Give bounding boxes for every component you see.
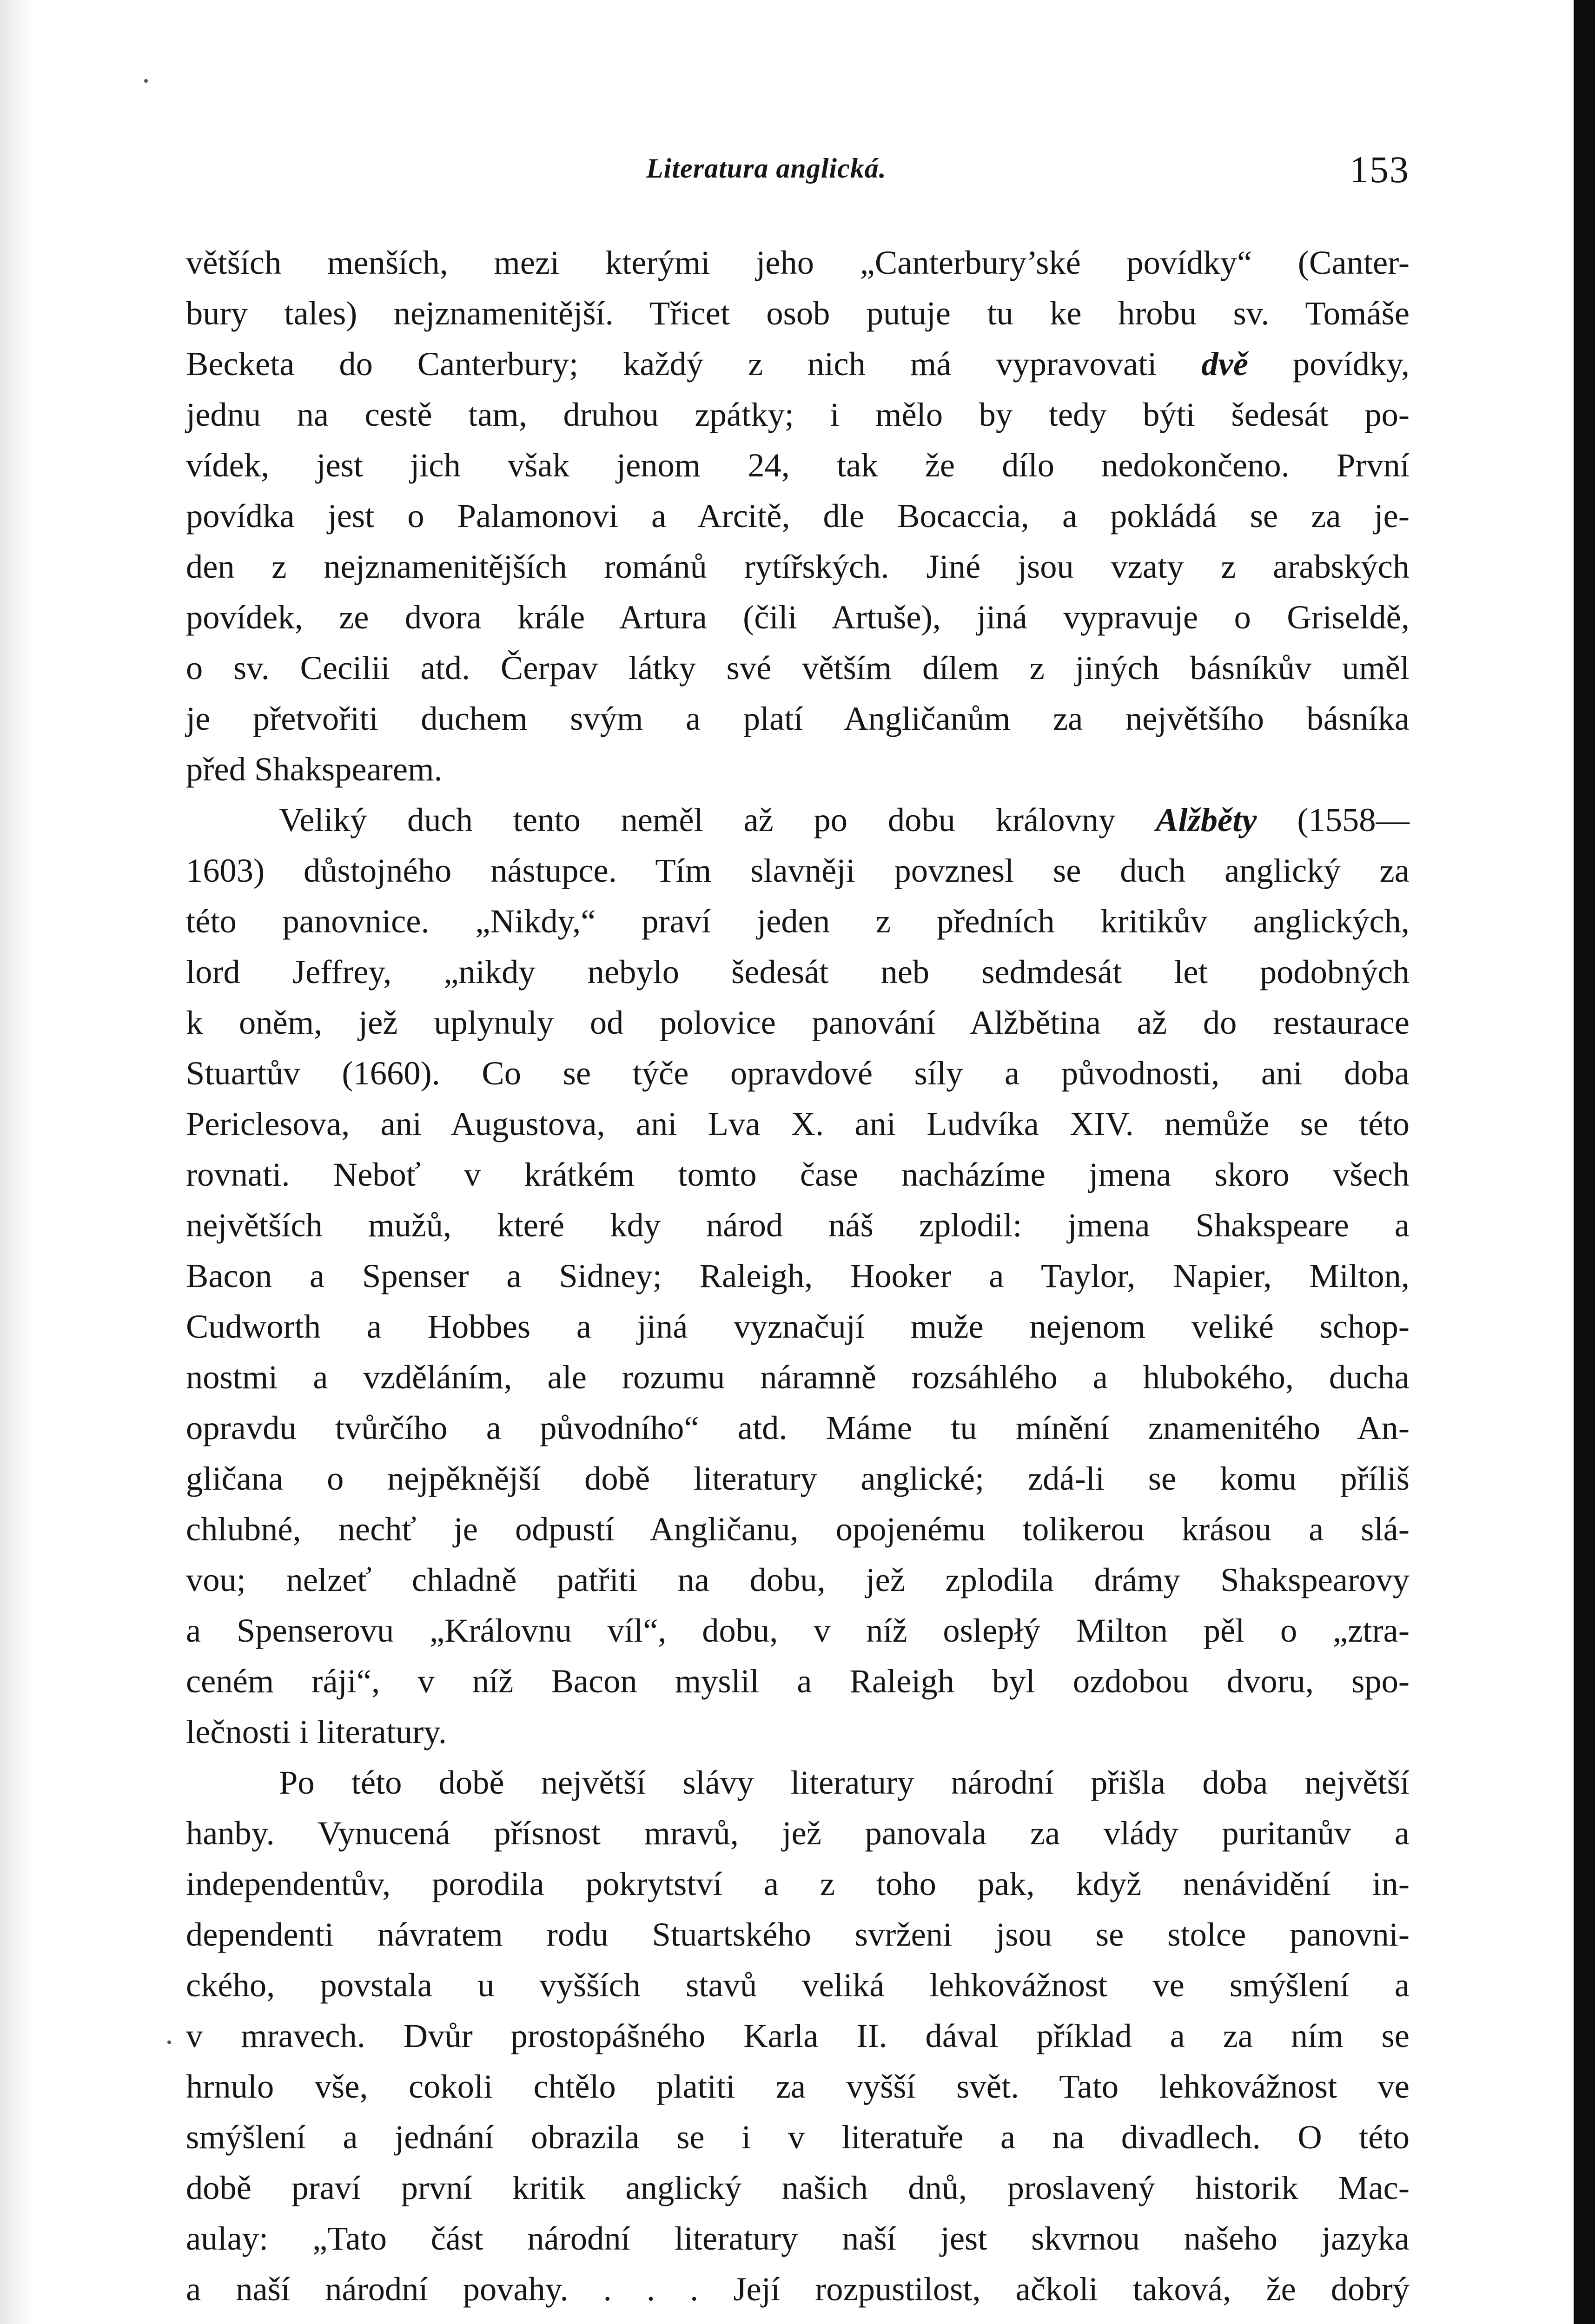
text-line <box>186 1402 1410 1453</box>
text-run: opravdu tvůrčího a původního“ atd. Máme tu mínění znamenitého An- <box>186 1409 1410 1446</box>
text-line <box>186 1554 1410 1605</box>
text-run: nostmi a vzděláním, ale rozumu náramně rozsáhlého a hlubokého, ducha <box>186 1358 1410 1396</box>
text-run: větších menších, mezi kterými jeho „Canterbury’ské povídky“ (Canter- <box>186 244 1410 281</box>
text-run: Bacon a Spenser a Sidney; Raleigh, Hooker a Taylor, Napier, Milton, <box>186 1257 1410 1294</box>
text-run: povídka jest o Palamonovi a Arcitě, dle Bocaccia, a pokládá se za je- <box>186 497 1410 535</box>
text-line <box>186 1250 1410 1301</box>
text-run: rovnati. Neboť v krátkém tomto čase nacházíme jmena skoro všech <box>186 1155 1410 1193</box>
text-run: v mravech. Dvůr prostopášného Karla II. dával příklad a za ním se <box>186 2017 1410 2054</box>
text-line <box>186 288 1410 338</box>
text-run: Periclesova, ani Augustova, ani Lva X. ani Ludvíka XIV. nemůže se této <box>186 1105 1410 1142</box>
text-run: ceném ráji“, v níž Bacon myslil a Raleigh byl ozdobou dvoru, spo- <box>186 1662 1410 1700</box>
text-line <box>186 642 1410 693</box>
text-run: před Shakspearem. <box>186 750 443 788</box>
text-run: hanby. Vynucená přísnost mravů, jež panovala za vlády puritanův a <box>186 1814 1410 1852</box>
text-run: (1558— <box>1257 801 1410 838</box>
text-line <box>186 389 1410 440</box>
text-line <box>186 490 1410 541</box>
text-run: chlubné, nechť je odpustí Angličanu, opojenému tolikerou krásou a slá- <box>186 1510 1410 1548</box>
text-line <box>186 338 1410 389</box>
text-line <box>186 1656 1410 1706</box>
text-line <box>186 2061 1410 2112</box>
emphasized-text: Alžběty <box>1156 801 1257 838</box>
text-run: Stuartův (1660). Co se týče opravdové síly a původnosti, ani doba <box>186 1054 1410 1092</box>
text-line <box>186 2213 1410 2264</box>
text-line <box>186 997 1410 1048</box>
text-run: a naší národní povahy. . . . Její rozpustilost, ačkoli taková, že dobrý <box>186 2270 1410 2308</box>
text-run: době praví první kritik anglický našich dnů, proslavený historik Mac- <box>186 2169 1410 2206</box>
text-run: k oněm, jež uplynuly od polovice panování Alžbětina až do restaurace <box>186 1004 1410 1041</box>
text-run: Po této době největší slávy literatury národní přišla doba největší <box>279 1763 1410 1801</box>
text-run: gličana o nejpěknější době literatury anglické; zdá-li se komu příliš <box>186 1459 1410 1497</box>
text-run: lečnosti i literatury. <box>186 1713 447 1750</box>
text-line <box>186 946 1410 997</box>
text-run: vou; nelzeť chladně patřiti na dobu, jež zplodila drámy Shakspearovy <box>186 1561 1410 1598</box>
text-line <box>186 1352 1410 1402</box>
scan-shadow-left <box>0 0 33 2324</box>
page-number: 153 <box>1350 148 1410 191</box>
text-line <box>186 2162 1410 2213</box>
text-line <box>186 2264 1410 2314</box>
page-header <box>186 148 1410 194</box>
text-run: aulay: „Tato část národní literatury naší jest skvrnou našeho jazyka <box>186 2219 1410 2257</box>
text-run: ckého, povstala u vyšších stavů veliká lehkovážnost ve smýšlení a <box>186 1966 1410 2004</box>
text-run: vídek, jest jich však jenom 24, tak že dílo nedokončeno. První <box>186 446 1410 484</box>
text-line <box>186 845 1410 896</box>
text-line <box>186 693 1410 744</box>
text-run: Becketa do Canterbury; každý z nich má vypravovati <box>186 345 1202 383</box>
text-run: povídek, ze dvora krále Artura (čili Artuše), jiná vypravuje o Griseldě, <box>186 598 1410 636</box>
text-line <box>186 592 1410 642</box>
text-line <box>186 440 1410 490</box>
text-line <box>186 2112 1410 2162</box>
running-title: Literatura anglická. <box>646 153 887 184</box>
text-line <box>186 1757 1410 1808</box>
text-run: independentův, porodila pokrytství a z toho pak, když nenávidění in- <box>186 1865 1410 1902</box>
text-line <box>186 237 1410 288</box>
text-line <box>186 744 1410 794</box>
text-run: o sv. Cecilii atd. Čerpav látky své větším dílem z jiných básníkův uměl <box>186 649 1410 687</box>
text-run: Cudworth a Hobbes a jiná vyznačují muže nejenom veliké schop- <box>186 1307 1410 1345</box>
text-line <box>186 1098 1410 1149</box>
text-run: je přetvořiti duchem svým a platí Angličanům za největšího básníka <box>186 700 1410 737</box>
text-line <box>186 541 1410 592</box>
text-run: smýšlení a jednání obrazila se i v literatuře a na divadlech. O této <box>186 2118 1410 2156</box>
text-line <box>186 1149 1410 1200</box>
text-run: hrnulo vše, cokoli chtělo platiti za vyšší svět. Tato lehkovážnost ve <box>186 2067 1410 2105</box>
text-line <box>186 794 1410 845</box>
text-run: Veliký duch tento neměl až po dobu královny <box>279 801 1156 838</box>
text-line <box>186 1909 1410 1960</box>
paragraph <box>186 1757 1410 2314</box>
text-line <box>186 1960 1410 2010</box>
text-line <box>186 896 1410 946</box>
text-line <box>186 2010 1410 2061</box>
scan-speck <box>144 79 148 83</box>
text-line <box>186 1808 1410 1858</box>
text-run: bury tales) nejznamenitější. Třicet osob putuje tu ke hrobu sv. Tomáše <box>186 294 1410 332</box>
paragraph <box>186 237 1410 794</box>
scan-border-right <box>1574 0 1595 2324</box>
text-line <box>186 1301 1410 1352</box>
text-line <box>186 1858 1410 1909</box>
paragraph <box>186 794 1410 1757</box>
text-run: povídky, <box>1248 345 1410 383</box>
text-run: 1603) důstojného nástupce. Tím slavněji povznesl se duch anglický za <box>186 852 1410 889</box>
text-run: den z nejznamenitějších románů rytířských. Jiné jsou vzaty z arabských <box>186 548 1410 585</box>
text-run: této panovnice. „Nikdy,“ praví jeden z předních kritikův anglických, <box>186 902 1410 940</box>
text-run: největších mužů, které kdy národ náš zplodil: jmena Shakspeare a <box>186 1206 1410 1244</box>
emphasized-text: dvě <box>1201 345 1249 383</box>
scan-speck <box>167 2040 171 2044</box>
text-run: lord Jeffrey, „nikdy nebylo šedesát neb sedmdesát let podobných <box>186 953 1410 990</box>
text-line <box>186 1504 1410 1554</box>
text-line <box>186 1453 1410 1504</box>
text-run: jednu na cestě tam, druhou zpátky; i mělo by tedy býti šedesát po- <box>186 396 1410 433</box>
text-line <box>186 1706 1410 1757</box>
text-line <box>186 1200 1410 1250</box>
text-line <box>186 1048 1410 1098</box>
text-run: dependenti návratem rodu Stuartského svrženi jsou se stolce panovni- <box>186 1915 1410 1953</box>
body-text <box>186 237 1410 2314</box>
text-line <box>186 1605 1410 1656</box>
text-run: a Spenserovu „Královnu víl“, dobu, v níž oslepłý Milton pěl o „ztra- <box>186 1611 1410 1649</box>
